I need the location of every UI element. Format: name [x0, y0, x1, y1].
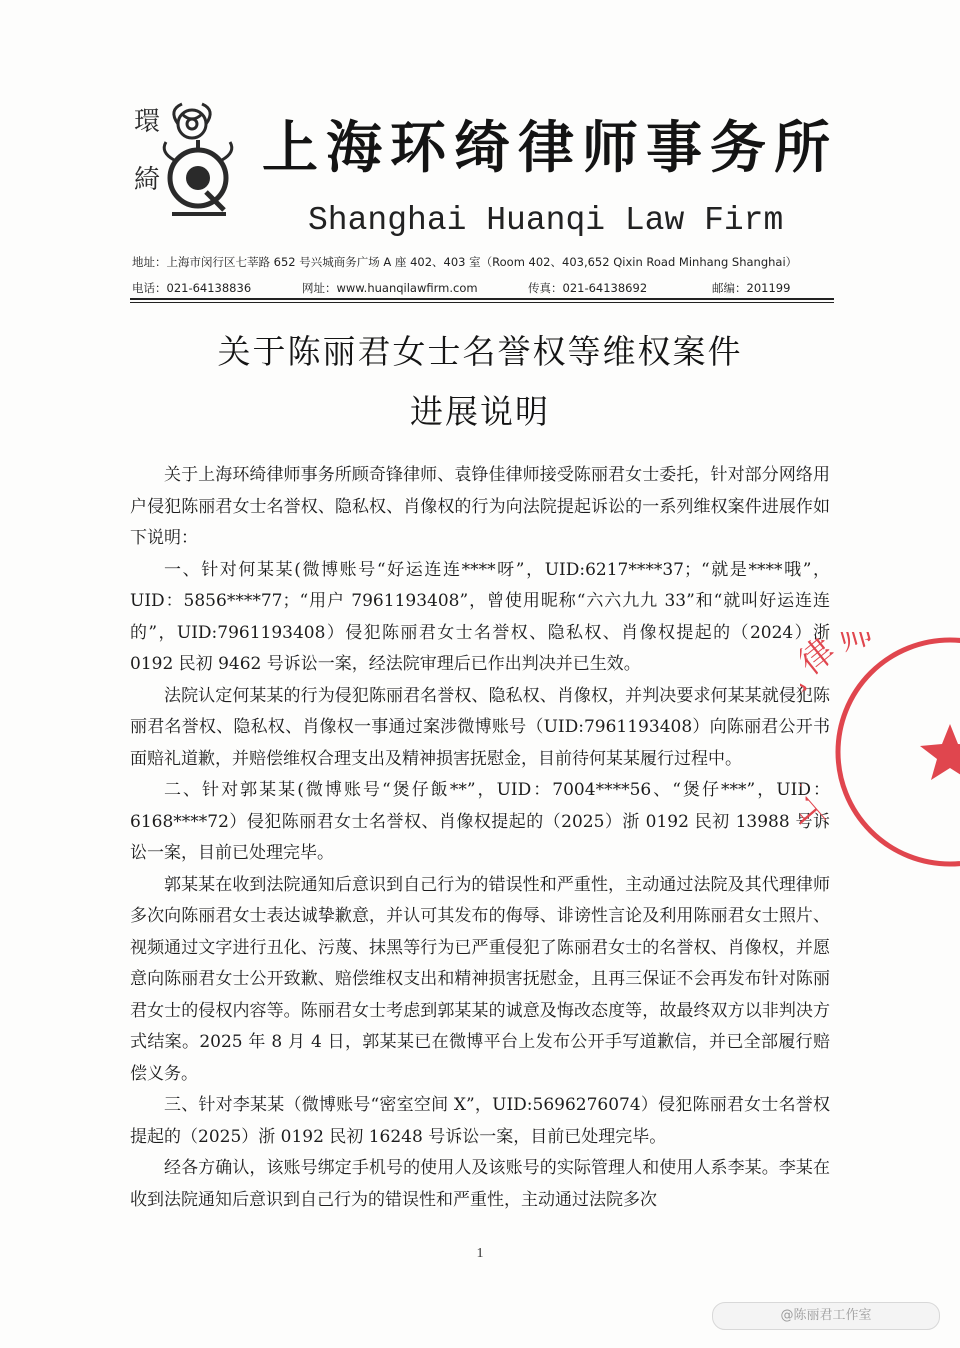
letterhead-divider [130, 298, 834, 300]
red-seal-stamp [800, 632, 960, 872]
firm-logo [128, 100, 240, 230]
firm-name-english: Shanghai Huanqi Law Firm [308, 202, 784, 239]
firm-logo-graphic [128, 100, 240, 230]
seal-graphic [800, 632, 960, 872]
body-paragraph: 关于上海环绮律师事务所顾奇锋律师、袁铮佳律师接受陈丽君女士委托，针对部分网络用户侵犯陈丽君女士名誉权、隐私权、肖像权的行为向法院提起诉讼的一系列维权案件进展作如下说明： [130, 465, 830, 548]
firm-website: 网址：www.huanqilawfirm.com [302, 281, 478, 295]
logo-glyph-2: 綺 [134, 165, 161, 195]
logo-glyph-1: 環 [134, 107, 161, 137]
firm-fax: 传真：021-64138692 [528, 281, 648, 295]
watermark-text: @陈丽君工作室 [712, 1302, 940, 1330]
firm-name-chinese: 上海环绮律师事务所 [262, 115, 838, 181]
body-paragraph: 三、针对李某某（微博账号“密室空间 X”，UID:5696276074）侵犯陈丽君女士名誉权提起的（2025）浙 0192 民初 16248 号诉讼一案，目前已处理完毕。 [130, 1095, 830, 1147]
body-paragraph: 二、针对郭某某(微博账号“煲仔飯**”，UID：7004****56、“煲仔***”，UID：6168****72）侵犯陈丽君女士名誉权、肖像权提起的（2025）浙 0192 民初 13988 号诉讼一案，目前已处理完毕。 [130, 780, 830, 863]
firm-address: 地址：上海市闵行区七莘路 652 号兴城商务广场 A 座 402、403 室（Room 402、403,652 Qixin Road Minhang Shanghai） [132, 255, 798, 269]
firm-postcode: 邮编：201199 [712, 281, 791, 295]
letterhead-divider-thin [130, 302, 834, 303]
firm-phone: 电话：021-64138836 [132, 281, 252, 295]
body-paragraph: 经各方确认，该账号绑定手机号的使用人及该账号的实际管理人和使用人系李某。李某在收到法院通知后意识到自己行为的错误性和严重性，主动通过法院多次 [130, 1158, 830, 1210]
seal-text: 师 [834, 632, 884, 660]
body-paragraph: 一、针对何某某(微博账号“好运连连****呀”，UID:6217****37；“就是****哦”，UID：5856****77；“用户 7961193408”，曾使用昵称“六六九九 33”和“就叫好运连连的”，UID:7961193408）侵犯陈丽君女士名誉权、隐私权、肖像权提起的（2024）浙 0192 民初 9462 号诉讼一案，经法院审理后已作出判决并已生效。 [130, 559, 830, 674]
document-body [130, 460, 830, 1216]
body-paragraph: 法院认定何某某的行为侵犯陈丽君名誉权、隐私权、肖像权，并判决要求何某某就侵犯陈丽君名誉权、隐私权、肖像权一事通过案涉微博账号（UID:7961193408）向陈丽君公开书面赔礼道歉，并赔偿维权合理支出及精神损害抚慰金，目前待何某某履行过程中。 [130, 685, 830, 769]
firm-contact-row [132, 280, 832, 296]
document-title-line-2: 进展说明 [410, 392, 550, 431]
page-number: 1 [476, 1246, 484, 1261]
body-paragraph: 郭某某在收到法院通知后意识到自己行为的错误性和严重性，主动通过法院及其代理律师多次向陈丽君女士表达诚挚歉意，并认可其发布的侮辱、诽谤性言论及利用陈丽君女士照片、视频通过文字进行丑化、污蔑、抹黑等行为已严重侵犯了陈丽君女士的名誉权、肖像权，并愿意向陈丽君女士公开致歉、赔偿维权支出和精神损害抚慰金，且再三保证不会再发布针对陈丽君女士的侵权内容等。陈丽君女士考虑到郭某某的诚意及悔改态度等，故最终双方以非判决方式结案。2025 年 8 月 4 日，郭某某已在微博平台上发布公开手写道歉信，并已全部履行赔偿义务。 [130, 874, 830, 1084]
document-title-line-1: 关于陈丽君女士名誉权等维权案件 [217, 332, 743, 371]
